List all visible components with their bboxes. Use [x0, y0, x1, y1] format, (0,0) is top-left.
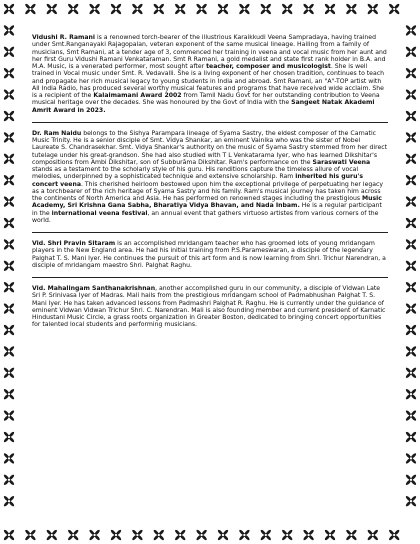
flower-ornament-icon — [324, 529, 336, 541]
flower-ornament-icon — [3, 110, 15, 122]
flower-ornament-icon — [405, 24, 417, 36]
bio-highlight: inherited his guru's concert veena — [32, 173, 363, 188]
bio-text: , another accomplished guru in our community, a disciple of Vidwan Late Sri P. Srinivasa Iyer of Madras. Mali hails from the prestigious mridangam school of Padmabhushan Palghat T. S. Mani Iyer. He has taken advanced lessons from Padmashri Palghat R. Raghu. He is currently under the guidance of eminent Vidwan Vidwan Trichur Shri. C. Narendran. Mali is also founding member and current president of Karnatic Hindustani Music Circle, a grass roots organization in Greater Boston, dedicated to bringing concert opportunities for talented local students and performing musicians. — [32, 285, 386, 329]
flower-ornament-icon — [405, 46, 417, 58]
flower-ornament-icon — [405, 345, 417, 357]
flower-ornament-icon — [405, 324, 417, 336]
flower-ornament-icon — [131, 529, 143, 541]
flower-ornament-icon — [260, 529, 272, 541]
flower-ornament-icon — [174, 529, 186, 541]
bio-highlight: Music Academy, Sri Krishna Gana Sabha, Bharatiya Vidya Bhavan, and Nada Inbam. — [32, 195, 382, 210]
bio-pravin-sitaram — [32, 240, 388, 269]
flower-ornament-icon — [388, 3, 400, 15]
flower-ornament-icon — [217, 3, 229, 15]
flower-ornament-icon — [110, 529, 122, 541]
flower-ornament-icon — [405, 131, 417, 143]
flower-ornament-icon — [405, 260, 417, 272]
bottom-border — [0, 526, 420, 544]
bio-text: is a renowned torch-bearer of the illustrious Karaikkudi Veena Sampradaya, having trained under Smt.Ranganayaki Rajagopalan, veteran exponent of the same musical lineage. Hailing from a family of musicians, Smt Ramani, at a tender age of 3, commenced her training in veena and vocal music from her aunt and her first Guru Vidushi Ramani Venkataraman. Smt R Ramani, a gold medalist and state first rank holder in B.A. and M.A. Music, is a venerated performer, most sought after — [32, 34, 387, 70]
bio-text: , an annual event that gathers virtuoso artistes from various corners of the world. — [32, 209, 379, 224]
bio-highlight: Dr. Ram Naidu — [32, 129, 82, 137]
flower-ornament-icon — [405, 388, 417, 400]
flower-ornament-icon — [405, 110, 417, 122]
bio-highlight: international veena festival — [51, 209, 148, 217]
flower-ornament-icon — [196, 529, 208, 541]
flower-ornament-icon — [405, 153, 417, 165]
flower-ornament-icon — [46, 3, 58, 15]
bio-highlight: Vid. Mahalingam Santhanakrishnan — [32, 285, 156, 292]
bio-highlight: Kalaimamani Award 2002 — [93, 92, 182, 99]
bio-text: He is a regular participant in the — [32, 202, 382, 217]
bio-text: from Tamil Nadu Govt for her outstanding contribution to Veena musical heritage over the decades. She was honoured by the Govt of India with the — [32, 92, 380, 107]
flower-ornament-icon — [3, 410, 15, 422]
flower-ornament-icon — [153, 529, 165, 541]
flower-ornament-icon — [405, 474, 417, 486]
flower-ornament-icon — [405, 217, 417, 229]
bio-text: . She is well trained in Vocal music under Smt. R. Vedavalli. She is a living exponent of her chosen tradition, continues to teach and propagate her rich musical legacy to young students in India and abroad. Smt Ramani, an "A"-TOP artist with All India Radio, has produced several worthy musical features and programs that have received wide acclaim. She is a recipient of the — [32, 63, 384, 99]
flower-ornament-icon — [324, 3, 336, 15]
flower-ornament-icon — [46, 529, 58, 541]
flower-ornament-icon — [303, 3, 315, 15]
top-border — [0, 0, 420, 18]
flower-ornament-icon — [3, 388, 15, 400]
flower-ornament-icon — [405, 410, 417, 422]
flower-ornament-icon — [174, 3, 186, 15]
flower-ornament-icon — [405, 174, 417, 186]
flower-ornament-icon — [3, 452, 15, 464]
flower-ornament-icon — [260, 3, 272, 15]
bio-ram-naidu — [32, 130, 388, 224]
flower-ornament-icon — [3, 217, 15, 229]
flower-ornament-icon — [67, 529, 79, 541]
flower-ornament-icon — [131, 3, 143, 15]
flower-ornament-icon — [3, 281, 15, 293]
flower-ornament-icon — [3, 324, 15, 336]
flower-ornament-icon — [3, 67, 15, 79]
flower-ornament-icon — [3, 24, 15, 36]
flower-ornament-icon — [3, 495, 15, 507]
flower-ornament-icon — [3, 153, 15, 165]
flower-ornament-icon — [217, 529, 229, 541]
flower-ornament-icon — [3, 474, 15, 486]
right-border — [402, 0, 420, 544]
flower-ornament-icon — [3, 431, 15, 443]
bio-highlight: Vidushi R. Ramani — [32, 34, 95, 41]
flower-ornament-icon — [238, 3, 250, 15]
bio-text: is an accomplished mridangam teacher who has groomed lots of young mridangam players in the New England area. He had his initial training from P.S.Parameswaran, a disciple of the legendary Palghat T. S. Mani Iyer. He continues the pursuit of this art form and is now learning from Shri. Trichur Narendran, a disciple of mridangam maestro Shri. Palghat Raghu. — [32, 240, 386, 269]
bio-highlight: Vid. Shri Pravin Sitaram — [32, 240, 116, 247]
flower-ornament-icon — [303, 529, 315, 541]
bio-ramani — [32, 34, 388, 114]
bio-highlight: Sangeet Natak Akademi Amrit Award in 2023. — [32, 99, 375, 114]
flower-ornament-icon — [388, 529, 400, 541]
flower-ornament-icon — [3, 131, 15, 143]
flower-ornament-icon — [405, 452, 417, 464]
flower-ornament-icon — [3, 174, 15, 186]
flower-ornament-icon — [3, 260, 15, 272]
bio-text: stands as a testament to the scholarly style of his guru. His renditions capture the timeless allure of vocal melodies, underpinned by a sophisticated technique and extensive scholarship. Ram — [32, 166, 359, 181]
flower-ornament-icon — [345, 3, 357, 15]
flower-ornament-icon — [405, 303, 417, 315]
flower-ornament-icon — [3, 345, 15, 357]
flower-ornament-icon — [196, 3, 208, 15]
flower-ornament-icon — [281, 529, 293, 541]
bio-text: belongs to the Sishya Parampara lineage of Syama Sastry, the eldest composer of the Carnatic Music Trinity. He is a senior disciple of Smt. Vidya Shankar, an eminent Vainika who was the sister of Nobel Laureate S. Chandrasekhar. Smt. Vidya Shankar's authority on the music of Syama Sastry stemmed from her direct tutelage under his great-grandson. She had also studied with T L Venkatarama Iyer, who has learned Dikshitar's compositions from Ambi Dikshitar, son of Subburāma Dikshitar. Ram's performance on the — [32, 129, 388, 166]
flower-ornament-icon — [405, 196, 417, 208]
flower-ornament-icon — [3, 89, 15, 101]
flower-ornament-icon — [405, 367, 417, 379]
bio-highlight: teacher, composer and musicologist — [206, 63, 331, 70]
flower-ornament-icon — [67, 3, 79, 15]
flower-ornament-icon — [405, 431, 417, 443]
flower-ornament-icon — [405, 67, 417, 79]
flower-ornament-icon — [3, 367, 15, 379]
flower-ornament-icon — [405, 89, 417, 101]
flower-ornament-icon — [3, 196, 15, 208]
flower-ornament-icon — [89, 3, 101, 15]
flower-ornament-icon — [281, 3, 293, 15]
left-border — [0, 0, 18, 544]
flower-ornament-icon — [405, 238, 417, 250]
flower-ornament-icon — [89, 529, 101, 541]
flower-ornament-icon — [24, 529, 36, 541]
flower-ornament-icon — [367, 529, 379, 541]
flower-ornament-icon — [405, 495, 417, 507]
flower-ornament-icon — [367, 3, 379, 15]
flower-ornament-icon — [110, 3, 122, 15]
flower-ornament-icon — [3, 46, 15, 58]
flower-ornament-icon — [153, 3, 165, 15]
flower-ornament-icon — [405, 281, 417, 293]
bio-text: . This cherished heirloom bestowed upon him the exceptional privilege of perpetuating her legacy as a torchbearer of the rich heritage of Syama Sastry and his family. Ram's musical journey has taken him across the continents of North America and Asia. He has performed on renowned stages including the prestigious — [32, 180, 384, 202]
bio-santhanakrishnan — [32, 285, 388, 329]
bio-highlight: Saraswati Veena — [312, 158, 371, 166]
flower-ornament-icon — [345, 529, 357, 541]
flower-ornament-icon — [3, 238, 15, 250]
bio-content — [32, 34, 388, 329]
flower-ornament-icon — [24, 3, 36, 15]
flower-ornament-icon — [3, 303, 15, 315]
flower-ornament-icon — [238, 529, 250, 541]
